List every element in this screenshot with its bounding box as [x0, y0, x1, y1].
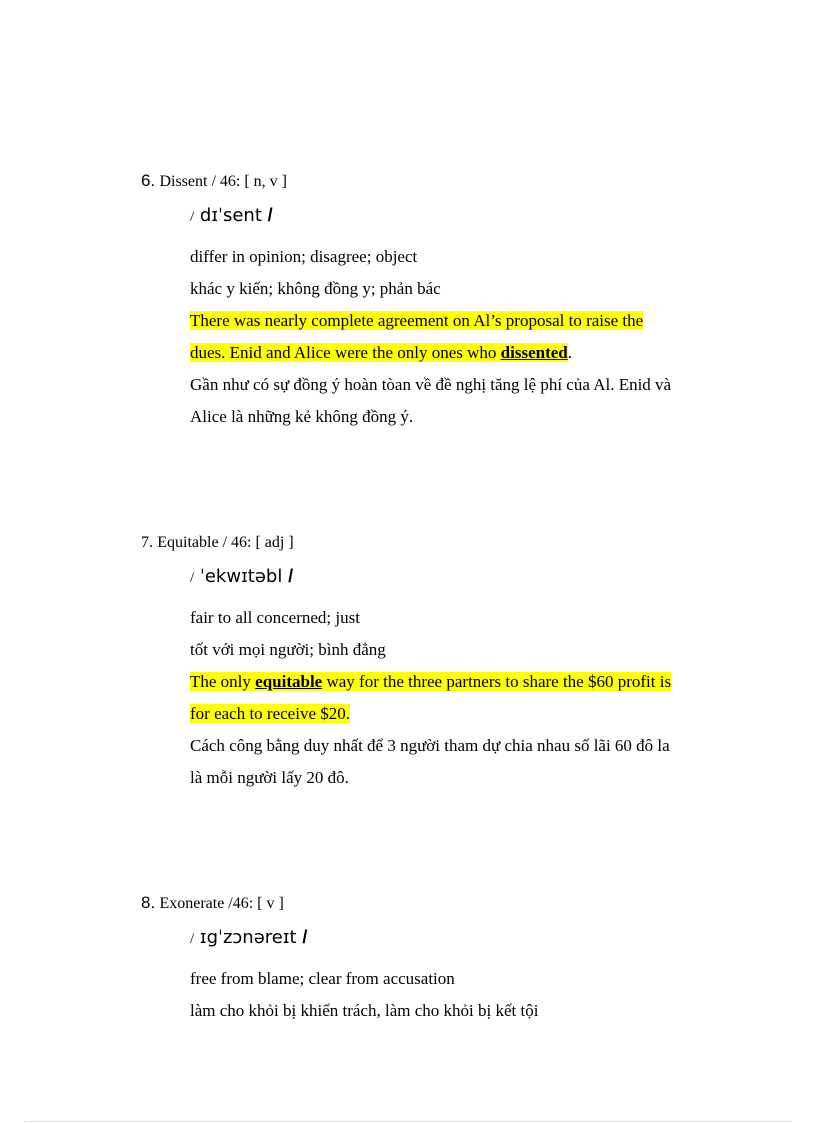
entry-number: 8. [141, 893, 156, 912]
phonetic-text: ɪgˈzɔnəreɪt [199, 927, 297, 948]
page-bottom-divider [24, 1121, 792, 1122]
highlighted-text [190, 343, 568, 362]
phonetic-transcription [190, 926, 307, 950]
example-keyword: equitable [255, 672, 323, 691]
phonetic-close-slash: / [267, 205, 273, 225]
example-vietnamese-line-1: Cách công bằng duy nhất để 3 người tham dự chia nhau số lãi 60 đô la [190, 736, 670, 755]
definition-vietnamese: khác y kiến; không đồng y; phản bác [190, 279, 441, 298]
example-vietnamese-line-1: Gần như có sự đồng ý hoàn tòan về đề nghị tăng lệ phí của Al. Enid và [190, 375, 672, 394]
phonetic-transcription [190, 565, 293, 589]
entry-title: Equitable / 46: [ adj ] [157, 534, 294, 551]
highlighted-text: for each to receive $20. [190, 704, 350, 723]
entry-title: Exonerate /46: [ v ] [159, 895, 284, 912]
entry-heading [141, 170, 287, 193]
entry-title: Dissent / 46: [ n, v ] [159, 173, 287, 190]
phonetic-open-slash: / [190, 209, 195, 225]
definition-english: fair to all concerned; just [190, 608, 360, 627]
highlighted-text: There was nearly complete agreement on Al’s proposal to raise the [190, 311, 644, 330]
entry-heading [141, 892, 284, 915]
phonetic-text: dɪˈsent [199, 205, 262, 226]
definition-vietnamese: tốt với mọi người; bình đẳng [190, 640, 386, 659]
definition-english: free from blame; clear from accusation [190, 969, 455, 988]
example-keyword: dissented [500, 343, 568, 362]
example-english-line-2 [190, 342, 750, 374]
entry-number: 6. [141, 171, 156, 190]
phonetic-open-slash: / [190, 931, 195, 947]
phonetic-close-slash: / [302, 927, 308, 947]
phonetic-transcription [190, 204, 273, 228]
phonetic-open-slash: / [190, 570, 195, 586]
example-english-line-1 [190, 310, 750, 342]
example-text: The only [190, 672, 256, 691]
example-text: dues. Enid and Alice were the only ones who [190, 343, 501, 362]
entry-heading [141, 531, 294, 554]
example-punctuation: . [567, 343, 572, 362]
phonetic-text: ˈekwɪtəbl [199, 566, 283, 587]
example-vietnamese-line-2: là mỗi người lấy 20 đô. [190, 768, 349, 787]
phonetic-close-slash: / [288, 566, 294, 586]
example-text: way for the three partners to share the $60 profit is [322, 672, 672, 691]
example-english-line-2 [190, 703, 750, 735]
definition-english: differ in opinion; disagree; object [190, 247, 418, 266]
entry-number: 7. [141, 534, 153, 551]
example-english-line-1 [190, 671, 750, 703]
definition-vietnamese: làm cho khỏi bị khiển trách, làm cho khỏi bị kết tội [190, 1001, 539, 1020]
highlighted-text [190, 672, 671, 691]
example-vietnamese-line-2: Alice là những kẻ không đồng ý. [190, 407, 414, 426]
